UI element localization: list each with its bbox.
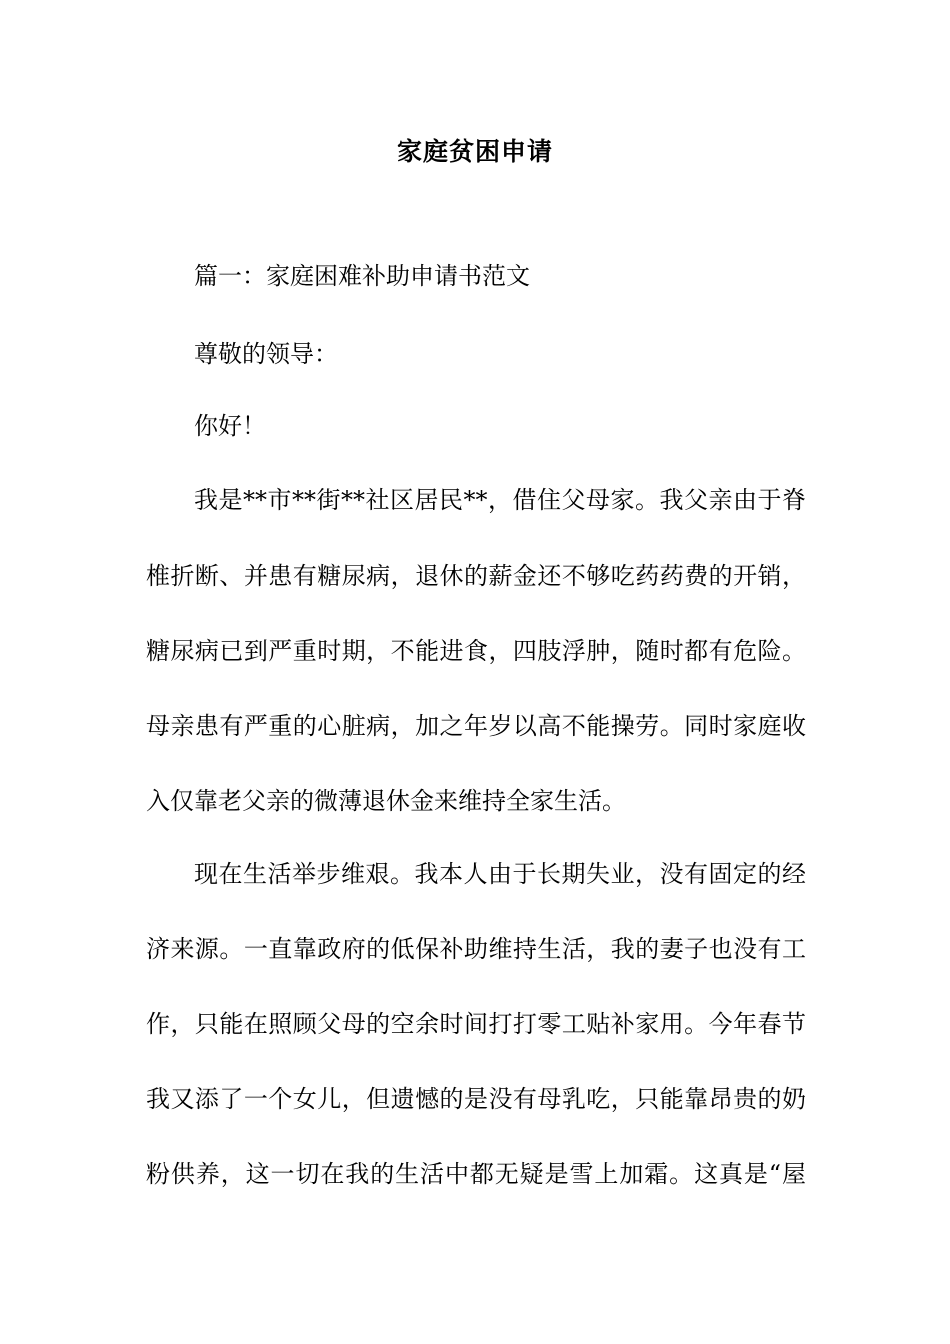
paragraph-2-line: 我又添了一个女儿，但遗憾的是没有母乳吃，只能靠昂贵的奶	[146, 1085, 806, 1113]
paragraph-1-line: 椎折断、并患有糖尿病，退休的薪金还不够吃药药费的开销，	[146, 562, 806, 590]
paragraph-2-line: 粉供养，这一切在我的生活中都无疑是雪上加霜。这真是“屋	[146, 1160, 806, 1188]
paragraph-1-line: 母亲患有严重的心脏病，加之年岁以高不能操劳。同时家庭收	[146, 712, 806, 740]
document-title: 家庭贫困申请	[396, 137, 553, 166]
salutation: 尊敬的领导：	[194, 340, 338, 368]
section-heading: 篇一：家庭困难补助申请书范文	[194, 262, 530, 290]
paragraph-2-line: 作，只能在照顾父母的空余时间打打零工贴补家用。今年春节	[146, 1010, 806, 1038]
paragraph-1-line: 我是**市**街**社区居民**，借住父母家。我父亲由于脊	[194, 486, 806, 514]
greeting: 你好！	[194, 412, 266, 440]
paragraph-2-line: 现在生活举步维艰。我本人由于长期失业，没有固定的经	[194, 860, 806, 888]
paragraph-1-line: 糖尿病已到严重时期，不能进食，四肢浮肿，随时都有危险。	[146, 637, 806, 665]
paragraph-2-line: 济来源。一直靠政府的低保补助维持生活，我的妻子也没有工	[146, 935, 806, 963]
paragraph-1-line: 入仅靠老父亲的微薄退休金来维持全家生活。	[146, 787, 626, 815]
